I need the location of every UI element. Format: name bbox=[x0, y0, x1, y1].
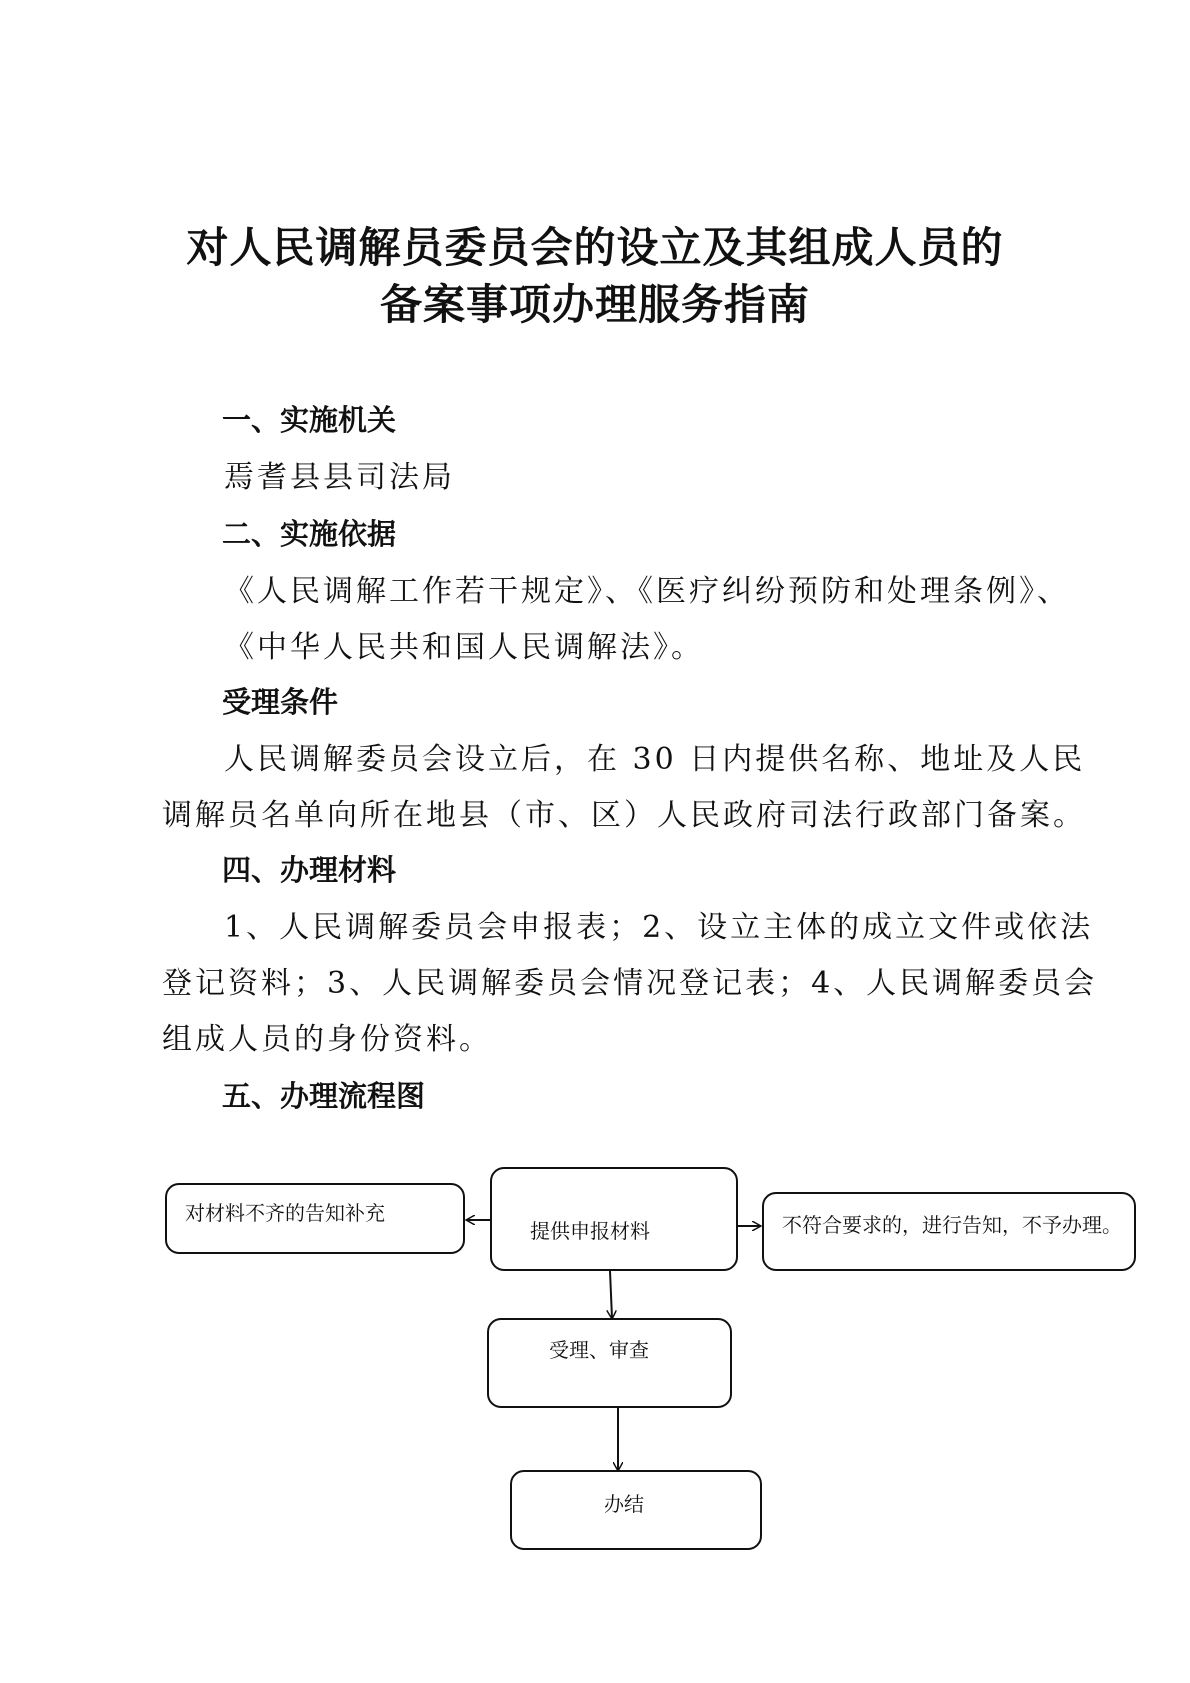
section-heading-materials: 四、办理材料 bbox=[222, 853, 397, 887]
section-heading-flowchart: 五、办理流程图 bbox=[222, 1079, 426, 1113]
materials-text-line-2: 登记资料；3、人民调解委员会情况登记表；4、人民调解委员会 bbox=[162, 966, 1098, 1001]
flow-box-notify-supplement bbox=[165, 1183, 465, 1254]
conditions-text-line-2: 调解员名单向所在地县（市、区）人民政府司法行政部门备案。 bbox=[162, 798, 1086, 833]
section-heading-basis: 二、实施依据 bbox=[222, 517, 397, 551]
materials-text-line-1: 1、人民调解委员会申报表；2、设立主体的成立文件或依法 bbox=[224, 910, 1094, 945]
basis-text-line-1: 《人民调解工作若干规定》、《医疗纠纷预防和处理条例》、 bbox=[224, 574, 1070, 609]
flow-box-submit-materials bbox=[490, 1167, 738, 1271]
flow-box-notify-supplement-label: 对材料不齐的告知补充 bbox=[185, 1201, 385, 1225]
flow-box-finish bbox=[510, 1470, 762, 1550]
flow-box-finish-label: 办结 bbox=[604, 1492, 644, 1516]
arrow-to-review-box bbox=[610, 1271, 612, 1318]
section-heading-agency: 一、实施机关 bbox=[222, 403, 397, 437]
flow-box-review bbox=[487, 1318, 732, 1408]
conditions-text-line-1: 人民调解委员会设立后，在 30 日内提供名称、地址及人民 bbox=[224, 742, 1086, 777]
flow-box-submit-materials-label: 提供申报材料 bbox=[530, 1219, 650, 1243]
section-heading-conditions: 受理条件 bbox=[222, 685, 339, 719]
title-line-2: 备案事项办理服务指南 bbox=[379, 280, 810, 329]
flow-box-review-label: 受理、审查 bbox=[549, 1338, 649, 1362]
flow-box-reject-notify-label: 不符合要求的，进行告知，不予办理。 bbox=[782, 1213, 1122, 1237]
basis-text-line-2: 《中华人民共和国人民调解法》。 bbox=[224, 630, 704, 665]
title-line-1: 对人民调解员委员会的设立及其组成人员的 bbox=[186, 223, 1004, 272]
materials-text-line-3: 组成人员的身份资料。 bbox=[162, 1022, 492, 1057]
agency-text: 焉耆县县司法局 bbox=[224, 460, 455, 495]
flow-box-reject-notify bbox=[762, 1192, 1136, 1271]
